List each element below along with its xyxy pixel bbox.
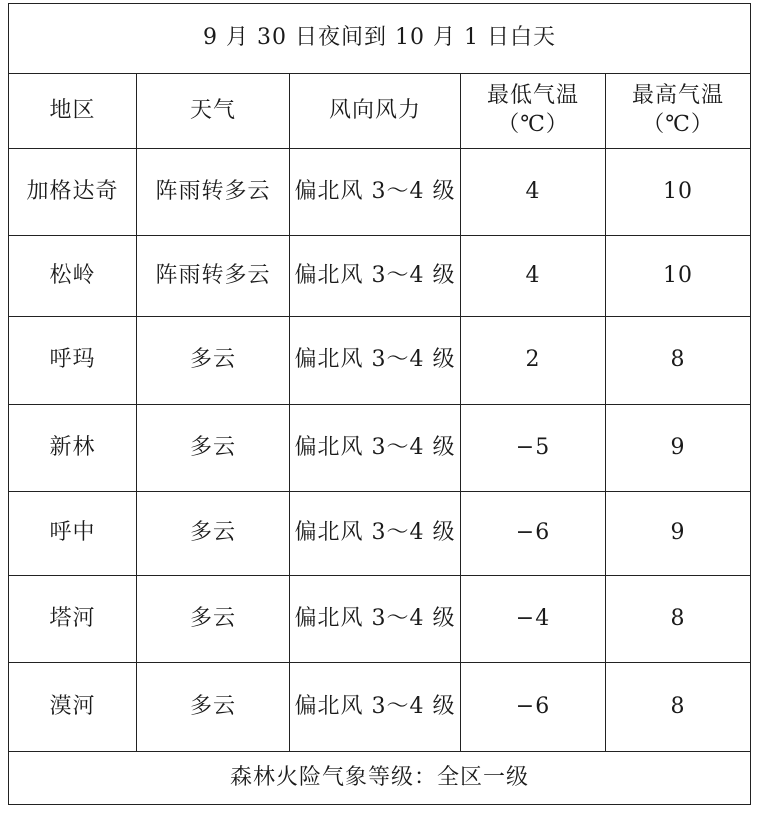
cell-wind: 偏北风 3～4 级 xyxy=(290,149,461,236)
cell-region: 新林 xyxy=(9,405,137,492)
cell-weather: 多云 xyxy=(137,317,290,405)
header-wind: 风向风力 xyxy=(290,74,461,149)
cell-wind: 偏北风 3～4 级 xyxy=(290,236,461,317)
table-title: 9 月 30 日夜间到 10 月 1 日白天 xyxy=(9,4,751,74)
header-max-temp-unit: （℃） xyxy=(642,112,714,137)
cell-max-temp: 8 xyxy=(606,663,751,752)
header-min-temp-label: 最低气温 xyxy=(486,83,579,109)
table-row xyxy=(9,236,751,317)
table-row xyxy=(9,317,751,405)
footer-row xyxy=(9,752,751,805)
cell-wind: 偏北风 3～4 级 xyxy=(290,663,461,752)
cell-region: 呼中 xyxy=(9,492,137,576)
cell-region: 松岭 xyxy=(9,236,137,317)
table-row xyxy=(9,405,751,492)
cell-weather: 多云 xyxy=(137,405,290,492)
cell-max-temp: 10 xyxy=(606,236,751,317)
header-row xyxy=(9,74,751,149)
forecast-table xyxy=(8,3,751,805)
cell-weather: 多云 xyxy=(137,492,290,576)
cell-min-temp: −5 xyxy=(461,405,606,492)
header-min-temp xyxy=(461,74,606,149)
table-row xyxy=(9,492,751,576)
cell-max-temp: 8 xyxy=(606,317,751,405)
header-max-temp-label: 最高气温 xyxy=(632,83,725,109)
cell-weather: 阵雨转多云 xyxy=(137,236,290,317)
table-row xyxy=(9,663,751,752)
table-row xyxy=(9,576,751,663)
cell-weather: 多云 xyxy=(137,576,290,663)
cell-min-temp: 4 xyxy=(461,149,606,236)
cell-max-temp: 9 xyxy=(606,492,751,576)
cell-region: 加格达奇 xyxy=(9,149,137,236)
title-row xyxy=(9,4,751,74)
cell-min-temp: −4 xyxy=(461,576,606,663)
table-row xyxy=(9,149,751,236)
cell-wind: 偏北风 3～4 级 xyxy=(290,405,461,492)
cell-wind: 偏北风 3～4 级 xyxy=(290,492,461,576)
cell-weather: 阵雨转多云 xyxy=(137,149,290,236)
cell-min-temp: 4 xyxy=(461,236,606,317)
cell-region: 漠河 xyxy=(9,663,137,752)
cell-wind: 偏北风 3～4 级 xyxy=(290,576,461,663)
cell-weather: 多云 xyxy=(137,663,290,752)
cell-min-temp: 2 xyxy=(461,317,606,405)
cell-wind: 偏北风 3～4 级 xyxy=(290,317,461,405)
cell-region: 塔河 xyxy=(9,576,137,663)
cell-min-temp: −6 xyxy=(461,492,606,576)
cell-region: 呼玛 xyxy=(9,317,137,405)
cell-min-temp: −6 xyxy=(461,663,606,752)
header-max-temp xyxy=(606,74,751,149)
cell-max-temp: 9 xyxy=(606,405,751,492)
fire-risk-note: 森林火险气象等级：全区一级 xyxy=(9,752,751,805)
header-region: 地区 xyxy=(9,74,137,149)
cell-max-temp: 8 xyxy=(606,576,751,663)
header-weather: 天气 xyxy=(137,74,290,149)
cell-max-temp: 10 xyxy=(606,149,751,236)
header-min-temp-unit: （℃） xyxy=(497,112,569,137)
